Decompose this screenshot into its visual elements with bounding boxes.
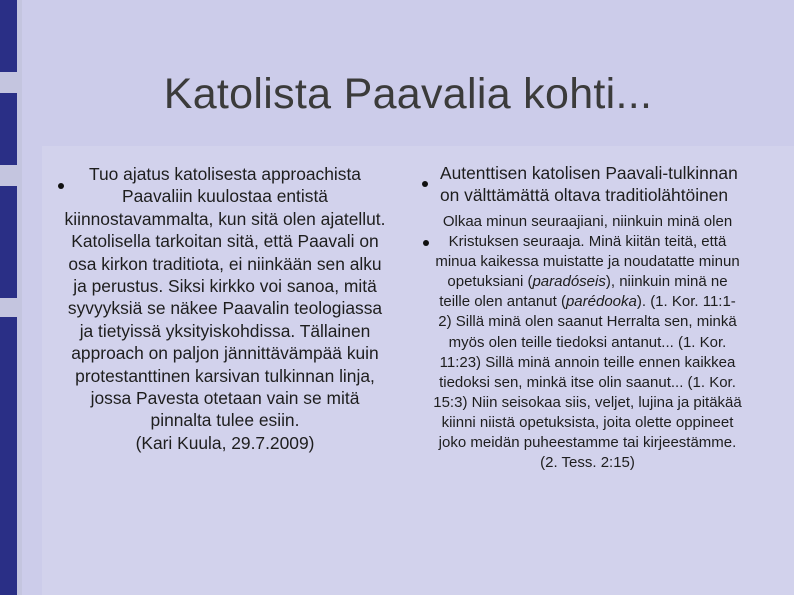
decor-bar: [0, 186, 17, 298]
left-quote: Tuo ajatus katolisesta approachista Paavaliin kuulostaa entistä kiinnostavammalta, kun sitä olen ajatellut. Katolisella tarkoitan sitä, että Paavali on osa kirkon traditiota, ei niinkään sen alku ja perustus. Siksi kirkko voi sanoa, mitä syvyyksiä se näkee Paavalin teologiassa ja tietyissä yksityiskohdissa. Tällainen approach on paljon jännittävämpää kuin protestanttinen karsivan tulkinnan linja, jossa Pavesta otetaan vain se mitä pinnalta tulee esiin.: [64, 164, 386, 431]
greek-term: parédooka: [565, 293, 637, 311]
scripture-reference: (2. Tess. 2:15): [540, 454, 635, 472]
left-column: [60, 163, 390, 454]
slide-title: Katolista Paavalia kohti...: [163, 70, 653, 118]
quote-part: Olkaa minun seuraajiani, niinkuin minä olen Kristuksen seuraaja. Minä kiitän teitä, että minua kaikessa muistatte ja noudatatte minun opetuksiani (: [435, 213, 740, 291]
greek-term: paradóseis: [532, 273, 606, 291]
decor-bar: [0, 0, 17, 72]
quote-part: ). (1. Kor. 11:1-2) Sillä minä olen saanut Herralta sen, minkä myös olen teille tiedoksi antanut... (1. Kor. 11:23) Sillä minä annoin teille ennen kaikkea tiedoksi sen, minkä itse olin saanut... (1. Kor. 15:3) Niin seisokaa siis, veljet, lujina ja pitäkää kiinni niistä opetuksista, joita olette oppineet joko meidän puheestamme tai kirjeestämme.: [433, 293, 742, 452]
right-bullet-1: Autenttisen katolisen Paavali-tulkinnan on välttämättä oltava traditiolähtöinen: [440, 163, 738, 205]
decor-bar: [0, 317, 17, 595]
quote-part: ), niinkuin minä ne teille olen antanut (: [439, 273, 728, 311]
right-bullet-2: [433, 212, 742, 473]
right-column: [407, 163, 742, 473]
decor-bar: [0, 93, 17, 165]
left-citation: (Kari Kuula, 29.7.2009): [135, 432, 315, 453]
